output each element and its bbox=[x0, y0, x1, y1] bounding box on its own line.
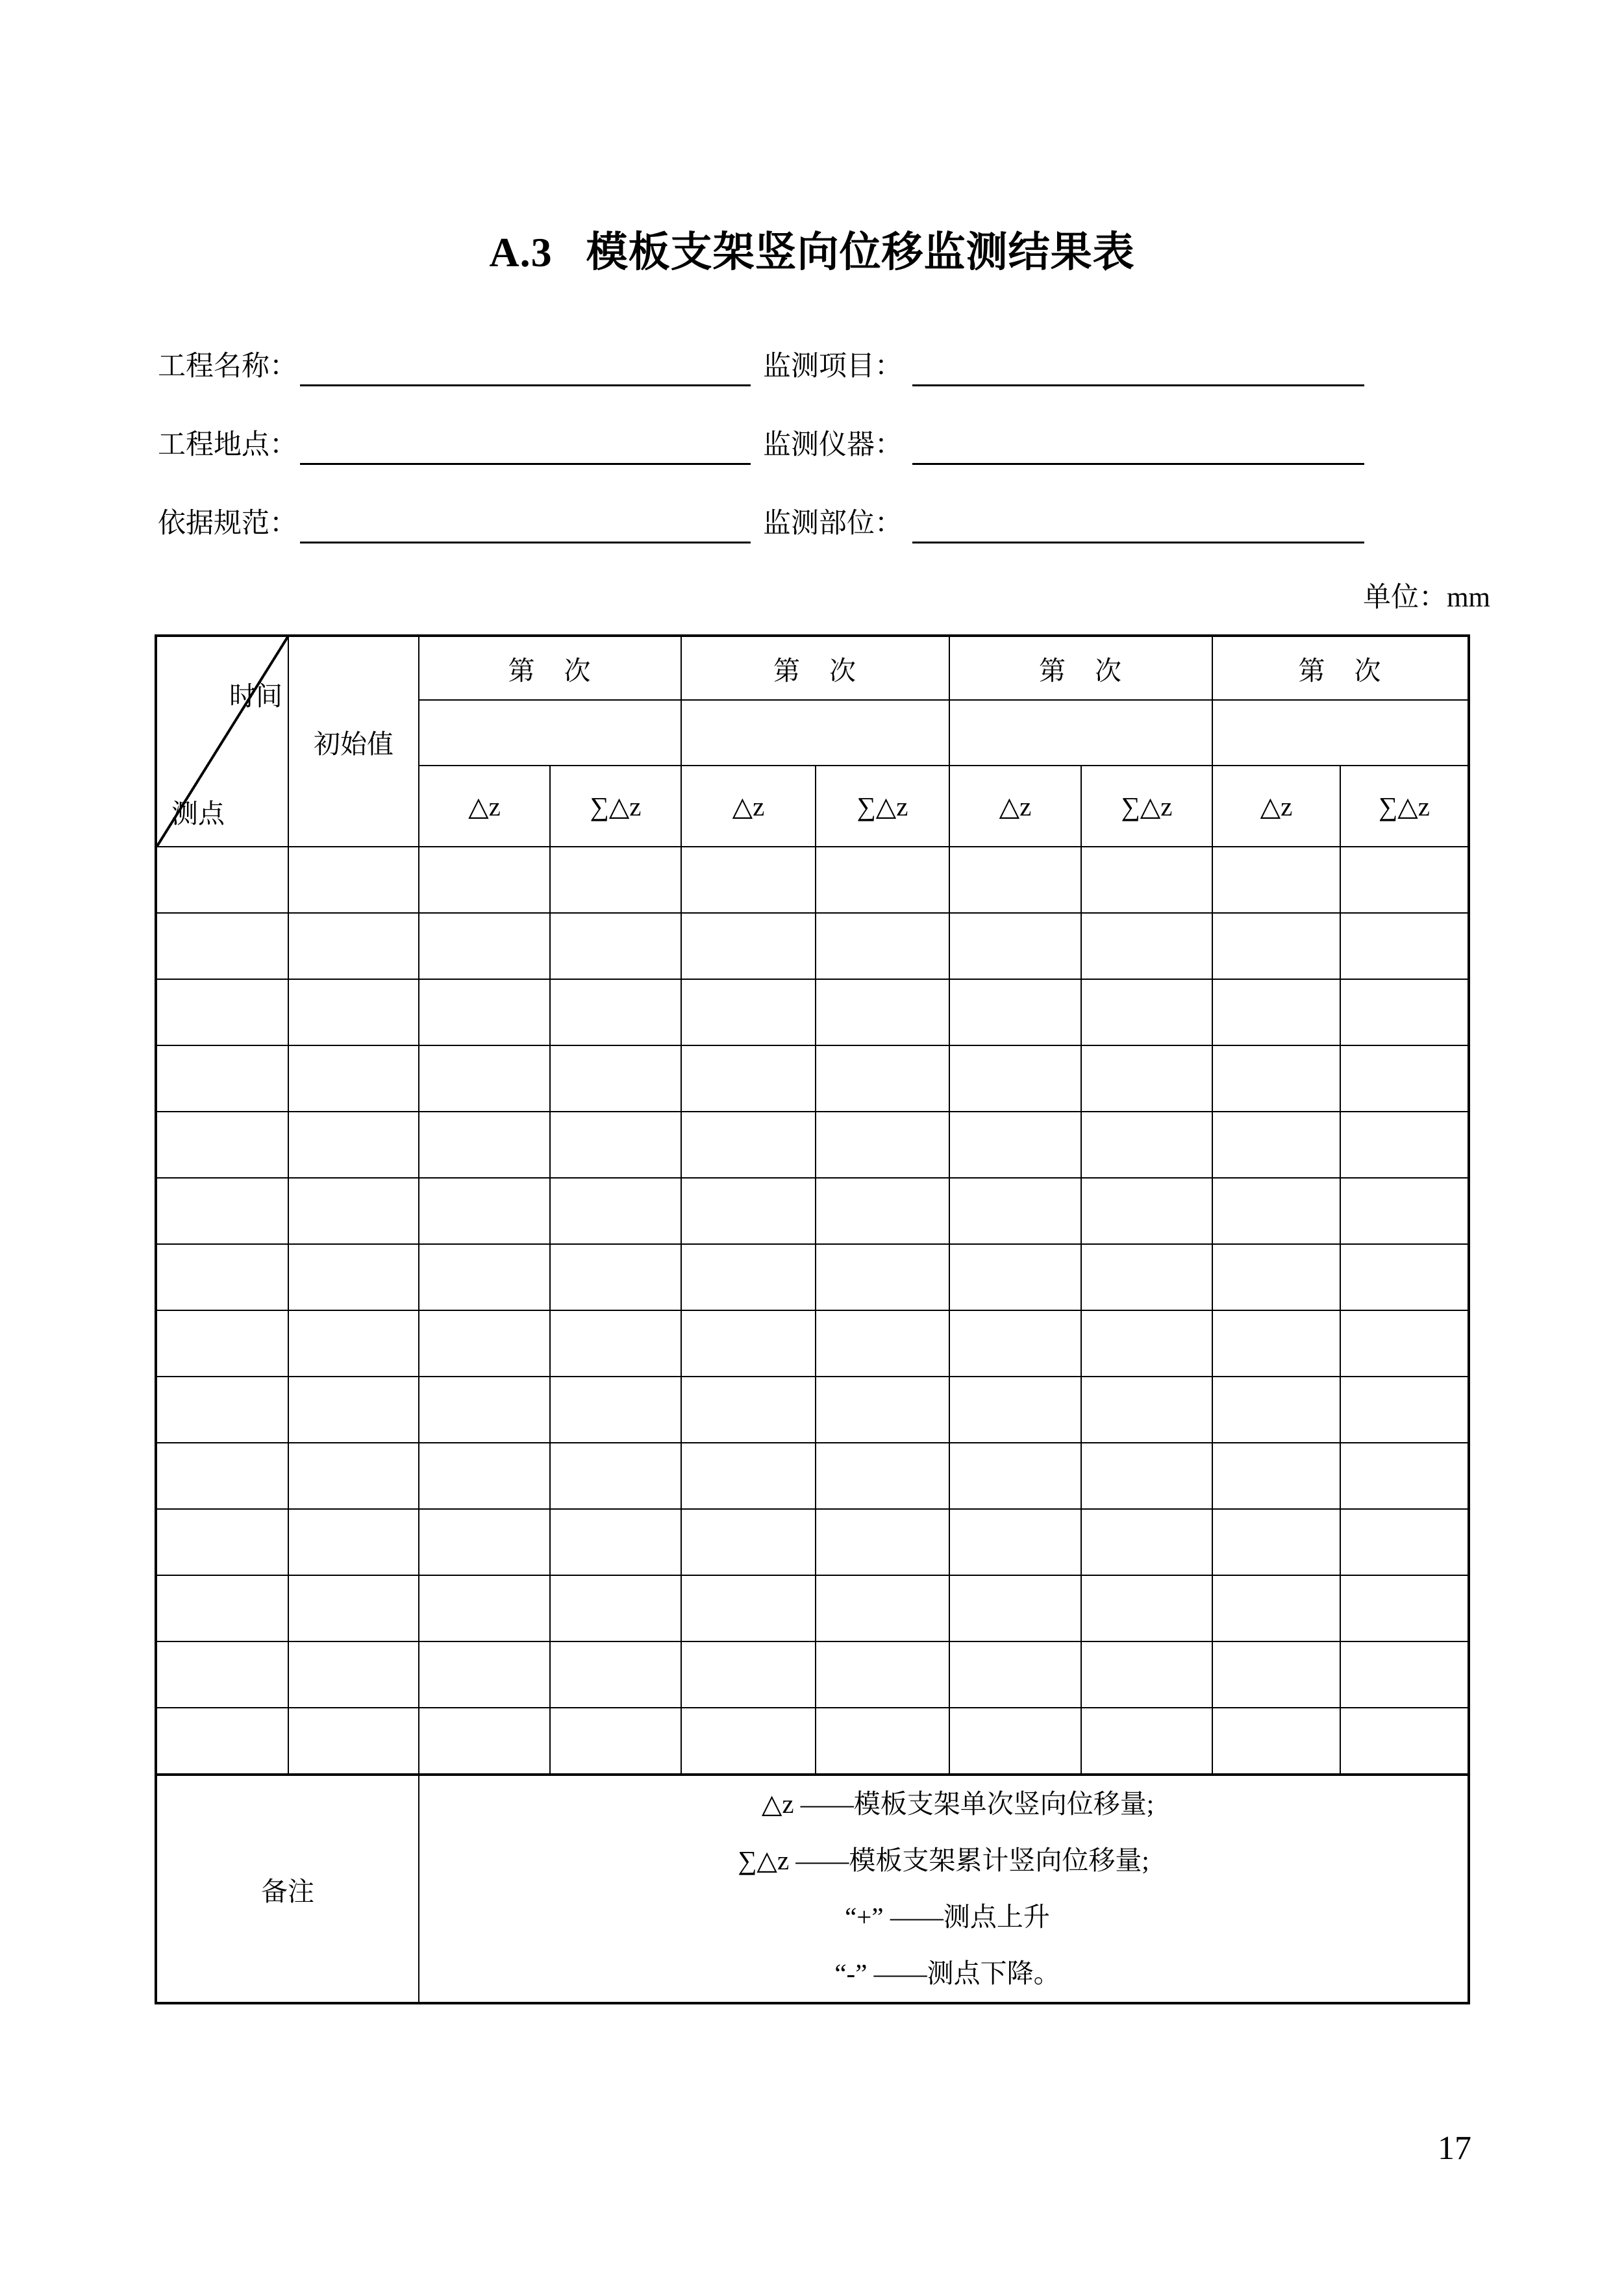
table-cell bbox=[681, 1509, 816, 1575]
monitor-instrument-blank bbox=[912, 432, 1364, 465]
table-cell bbox=[1340, 1310, 1469, 1377]
cycle-header-3: 第 次 bbox=[949, 636, 1212, 700]
remark-line: ∑△z ——模板支架累计竖向位移量; bbox=[738, 1845, 1149, 1875]
table-cell bbox=[949, 1178, 1081, 1244]
unit-label: 单位：mm bbox=[1363, 582, 1490, 613]
table-cell bbox=[156, 847, 288, 913]
table-cell bbox=[288, 979, 419, 1045]
table-cell bbox=[288, 1377, 419, 1443]
table-cell bbox=[1212, 1443, 1340, 1509]
table-cell bbox=[419, 847, 550, 913]
table-cell bbox=[1081, 913, 1212, 979]
monitor-item-blank bbox=[912, 353, 1364, 386]
table-cell bbox=[1340, 1443, 1469, 1509]
table-cell bbox=[419, 913, 550, 979]
table-cell bbox=[816, 1443, 949, 1509]
page-number: 17 bbox=[1438, 2130, 1471, 2167]
table-cell bbox=[1212, 1112, 1340, 1178]
table-cell bbox=[1212, 1045, 1340, 1112]
table-row bbox=[156, 1045, 1469, 1112]
table-cell bbox=[1340, 1377, 1469, 1443]
table-row bbox=[156, 1244, 1469, 1310]
table-cell bbox=[156, 1708, 288, 1775]
table-cell bbox=[419, 1178, 550, 1244]
table-cell bbox=[1340, 1575, 1469, 1641]
table-cell bbox=[156, 913, 288, 979]
table-cell bbox=[156, 1112, 288, 1178]
table-cell bbox=[681, 1310, 816, 1377]
delta-z-header: △z bbox=[949, 766, 1081, 847]
table-cell bbox=[288, 1244, 419, 1310]
delta-z-header: △z bbox=[1212, 766, 1340, 847]
table-cell bbox=[1212, 1708, 1340, 1775]
table-cell bbox=[288, 1112, 419, 1178]
table-cell bbox=[419, 1575, 550, 1641]
table-cell bbox=[156, 1310, 288, 1377]
table-cell bbox=[419, 1443, 550, 1509]
project-site-blank bbox=[300, 432, 751, 465]
table-cell bbox=[1081, 847, 1212, 913]
table-cell bbox=[816, 1310, 949, 1377]
table-row bbox=[156, 979, 1469, 1045]
table-cell bbox=[1212, 1575, 1340, 1641]
table-cell bbox=[1081, 1443, 1212, 1509]
table-cell bbox=[156, 1641, 288, 1708]
table-cell bbox=[949, 1575, 1081, 1641]
table-row bbox=[156, 1310, 1469, 1377]
project-site-label: 工程地点： bbox=[158, 430, 297, 460]
table-cell bbox=[949, 1443, 1081, 1509]
table-cell bbox=[681, 847, 816, 913]
table-cell bbox=[681, 1575, 816, 1641]
table-cell bbox=[816, 847, 949, 913]
remark-line: “+” ——测点上升 bbox=[845, 1902, 1050, 1932]
table-cell bbox=[949, 979, 1081, 1045]
table-cell bbox=[419, 979, 550, 1045]
remark-line: “-” ——测点下降。 bbox=[834, 1958, 1060, 1988]
table-cell bbox=[1340, 1708, 1469, 1775]
standard-label: 依据规范： bbox=[158, 508, 297, 539]
corner-time-label: 时间 bbox=[229, 681, 282, 711]
table-cell bbox=[1081, 1244, 1212, 1310]
table-row bbox=[156, 1377, 1469, 1443]
table-cell bbox=[156, 979, 288, 1045]
table-cell bbox=[550, 1641, 681, 1708]
project-name-label: 工程名称： bbox=[158, 351, 297, 382]
table-cell bbox=[1081, 979, 1212, 1045]
table-cell bbox=[1340, 913, 1469, 979]
table-cell bbox=[816, 1112, 949, 1178]
delta-z-header: △z bbox=[681, 766, 816, 847]
table-cell bbox=[419, 1377, 550, 1443]
table-cell bbox=[156, 1377, 288, 1443]
table-cell bbox=[1081, 1178, 1212, 1244]
table-cell bbox=[681, 913, 816, 979]
table-cell bbox=[949, 913, 1081, 979]
table-cell bbox=[1212, 1509, 1340, 1575]
table-row bbox=[156, 1112, 1469, 1178]
table-cell bbox=[949, 847, 1081, 913]
table-cell bbox=[550, 1575, 681, 1641]
date-blank-cell-4 bbox=[1212, 700, 1469, 766]
table-cell bbox=[550, 1310, 681, 1377]
table-cell bbox=[288, 847, 419, 913]
table-cell bbox=[1081, 1310, 1212, 1377]
table-cell bbox=[288, 1509, 419, 1575]
monitor-instrument-label: 监测仪器： bbox=[763, 430, 903, 460]
table-cell bbox=[681, 1641, 816, 1708]
table-cell bbox=[156, 1045, 288, 1112]
sum-delta-z-header: ∑△z bbox=[550, 766, 681, 847]
page-title-number: A.3 bbox=[489, 229, 553, 275]
table-row bbox=[156, 1509, 1469, 1575]
table-cell bbox=[1340, 1045, 1469, 1112]
remarks-content bbox=[419, 1775, 1469, 2003]
page-title-text: 模板支架竖向位移监测结果表 bbox=[586, 229, 1135, 275]
table-cell bbox=[949, 1708, 1081, 1775]
table-cell bbox=[288, 1708, 419, 1775]
table-cell bbox=[288, 1178, 419, 1244]
table-cell bbox=[419, 1112, 550, 1178]
table-cell bbox=[1340, 1244, 1469, 1310]
table-cell bbox=[816, 979, 949, 1045]
table-cell bbox=[156, 1575, 288, 1641]
table-cell bbox=[949, 1112, 1081, 1178]
standard-blank bbox=[300, 510, 751, 543]
table-cell bbox=[288, 1641, 419, 1708]
project-name-blank bbox=[300, 353, 751, 386]
table-cell bbox=[816, 1575, 949, 1641]
table-cell bbox=[816, 1377, 949, 1443]
table-cell bbox=[550, 913, 681, 979]
table-cell bbox=[419, 1244, 550, 1310]
table-cell bbox=[1212, 1244, 1340, 1310]
monitor-part-label: 监测部位： bbox=[763, 508, 903, 539]
table-cell bbox=[550, 1244, 681, 1310]
table-cell bbox=[550, 1443, 681, 1509]
table-cell bbox=[156, 1443, 288, 1509]
remark-line: △z ——模板支架单次竖向位移量; bbox=[761, 1789, 1155, 1819]
monitor-part-blank bbox=[912, 510, 1364, 543]
table-cell bbox=[1212, 847, 1340, 913]
table-cell bbox=[288, 913, 419, 979]
table-cell bbox=[288, 1310, 419, 1377]
table-cell bbox=[288, 1443, 419, 1509]
cycle-header-1: 第 次 bbox=[419, 636, 681, 700]
initial-value-header: 初始值 bbox=[288, 636, 419, 847]
table-cell bbox=[1340, 1641, 1469, 1708]
table-cell bbox=[816, 1641, 949, 1708]
table-cell bbox=[419, 1708, 550, 1775]
corner-header-cell bbox=[156, 636, 288, 847]
table-cell bbox=[949, 1641, 1081, 1708]
table-cell bbox=[288, 1575, 419, 1641]
table-cell bbox=[681, 1045, 816, 1112]
table-cell bbox=[1081, 1509, 1212, 1575]
table-cell bbox=[816, 1509, 949, 1575]
table-cell bbox=[949, 1377, 1081, 1443]
table-cell bbox=[1212, 913, 1340, 979]
table-cell bbox=[1340, 847, 1469, 913]
table-cell bbox=[1340, 1509, 1469, 1575]
monitor-item-label: 监测项目： bbox=[763, 351, 903, 382]
table-cell bbox=[550, 1708, 681, 1775]
remarks-label: 备注 bbox=[156, 1775, 419, 2003]
delta-z-header: △z bbox=[419, 766, 550, 847]
sum-delta-z-header: ∑△z bbox=[1081, 766, 1212, 847]
table-cell bbox=[1212, 1178, 1340, 1244]
table-cell bbox=[681, 1708, 816, 1775]
sum-delta-z-header: ∑△z bbox=[816, 766, 949, 847]
corner-point-label: 测点 bbox=[171, 799, 225, 829]
table-cell bbox=[550, 847, 681, 913]
table-row bbox=[156, 1641, 1469, 1708]
page-title bbox=[0, 229, 1624, 277]
table-row bbox=[156, 913, 1469, 979]
table-cell bbox=[681, 979, 816, 1045]
table-cell bbox=[1212, 1377, 1340, 1443]
table-row bbox=[156, 1443, 1469, 1509]
table-cell bbox=[816, 1045, 949, 1112]
table-cell bbox=[550, 1045, 681, 1112]
table-cell bbox=[550, 1377, 681, 1443]
table-cell bbox=[1081, 1045, 1212, 1112]
table-cell bbox=[288, 1045, 419, 1112]
table-cell bbox=[419, 1641, 550, 1708]
table-cell bbox=[1081, 1377, 1212, 1443]
table-cell bbox=[681, 1244, 816, 1310]
date-blank-cell-2 bbox=[681, 700, 949, 766]
date-blank-cell-1 bbox=[419, 700, 681, 766]
table-cell bbox=[681, 1178, 816, 1244]
table-cell bbox=[681, 1377, 816, 1443]
table-cell bbox=[1081, 1112, 1212, 1178]
table-cell bbox=[1340, 979, 1469, 1045]
table-cell bbox=[1340, 1112, 1469, 1178]
cycle-header-2: 第 次 bbox=[681, 636, 949, 700]
table-cell bbox=[550, 1112, 681, 1178]
table-cell bbox=[1212, 979, 1340, 1045]
table-cell bbox=[419, 1045, 550, 1112]
table-cell bbox=[949, 1509, 1081, 1575]
table-cell bbox=[156, 1244, 288, 1310]
table-cell bbox=[681, 1443, 816, 1509]
sum-delta-z-header: ∑△z bbox=[1340, 766, 1469, 847]
table-cell bbox=[1340, 1178, 1469, 1244]
table-cell bbox=[1081, 1641, 1212, 1708]
table-cell bbox=[1081, 1575, 1212, 1641]
table-cell bbox=[816, 1708, 949, 1775]
table-cell bbox=[1212, 1641, 1340, 1708]
table-cell bbox=[681, 1112, 816, 1178]
table-cell bbox=[949, 1244, 1081, 1310]
cycle-header-4: 第 次 bbox=[1212, 636, 1469, 700]
table-row bbox=[156, 847, 1469, 913]
table-cell bbox=[419, 1509, 550, 1575]
table-cell bbox=[816, 1178, 949, 1244]
table-cell bbox=[550, 1509, 681, 1575]
table-cell bbox=[156, 1178, 288, 1244]
table-row bbox=[156, 1178, 1469, 1244]
table-cell bbox=[816, 1244, 949, 1310]
table-cell bbox=[550, 979, 681, 1045]
monitoring-results-table bbox=[155, 634, 1470, 2004]
table-cell bbox=[949, 1045, 1081, 1112]
table-cell bbox=[419, 1310, 550, 1377]
table-row bbox=[156, 1575, 1469, 1641]
table-cell bbox=[550, 1178, 681, 1244]
table-cell bbox=[949, 1310, 1081, 1377]
table-cell bbox=[1081, 1708, 1212, 1775]
table-cell bbox=[816, 913, 949, 979]
table-cell bbox=[156, 1509, 288, 1575]
date-blank-cell-3 bbox=[949, 700, 1212, 766]
table-row bbox=[156, 1708, 1469, 1775]
table-cell bbox=[1212, 1310, 1340, 1377]
